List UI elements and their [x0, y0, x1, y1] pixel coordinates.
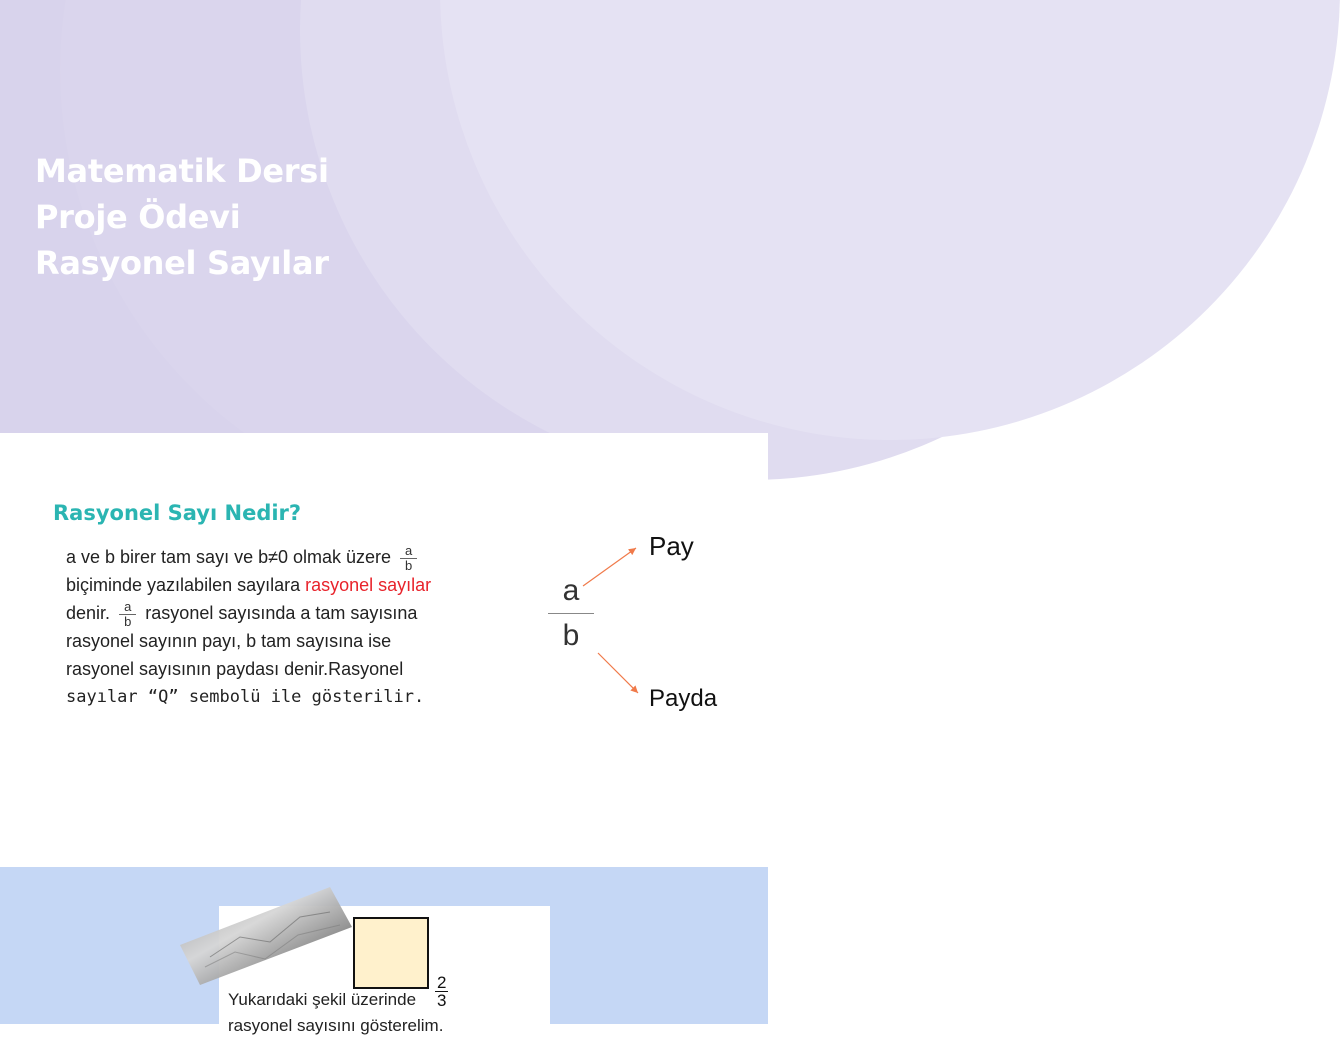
example-slide	[0, 867, 768, 1035]
tape-decoration	[180, 887, 360, 977]
definition-slide	[0, 433, 768, 867]
arrow-to-payda	[598, 653, 638, 693]
example-caption: Yukarıdaki şekil üzerinde	[228, 990, 417, 1009]
line-2-text: biçiminde yazılabilen sayılara	[66, 575, 306, 595]
title-slide	[0, 0, 768, 433]
line-3-prefix: denir.	[66, 603, 111, 623]
line-4-text: rasyonel sayının payı, b tam sayısına ise	[66, 631, 392, 651]
slide-title	[35, 148, 455, 286]
line-1-text: a ve b birer tam sayı ve b≠0 olmak üzere	[66, 547, 392, 567]
numerator-label: Pay	[649, 531, 694, 561]
diagram-denominator: b	[562, 619, 580, 652]
title-line-1: Matematik Dersi	[35, 152, 329, 190]
example-fraction	[435, 974, 448, 1009]
pointer-arrows	[0, 433, 768, 867]
denominator-label: Payda	[649, 685, 718, 712]
fraction-denominator: b	[124, 613, 132, 629]
diagram-numerator: a	[562, 574, 580, 607]
title-line-2: Proje Ödevi	[35, 198, 241, 236]
example-caption-2: rasyonel sayısını gösterelim.	[228, 1016, 444, 1035]
slide-heading: Rasyonel Sayı Nedir?	[53, 501, 302, 525]
fraction-numerator: a	[119, 600, 136, 615]
shape-square	[353, 917, 429, 989]
example-numerator: 2	[437, 973, 447, 992]
arrow-to-pay	[583, 548, 636, 586]
highlighted-term: rasyonel sayılar	[305, 575, 432, 595]
title-line-3: Rasyonel Sayılar	[35, 244, 329, 282]
line-6-text: sayılar “Q” sembolü ile gösterilir.	[66, 687, 425, 707]
line-3-text: rasyonel sayısında a tam sayısına	[140, 603, 418, 623]
fraction-numerator: a	[400, 544, 417, 559]
fraction-denominator: b	[405, 557, 413, 573]
line-5-text: rasyonel sayısının paydası denir.Rasyonel	[66, 659, 404, 679]
example-denominator: 3	[437, 991, 447, 1010]
